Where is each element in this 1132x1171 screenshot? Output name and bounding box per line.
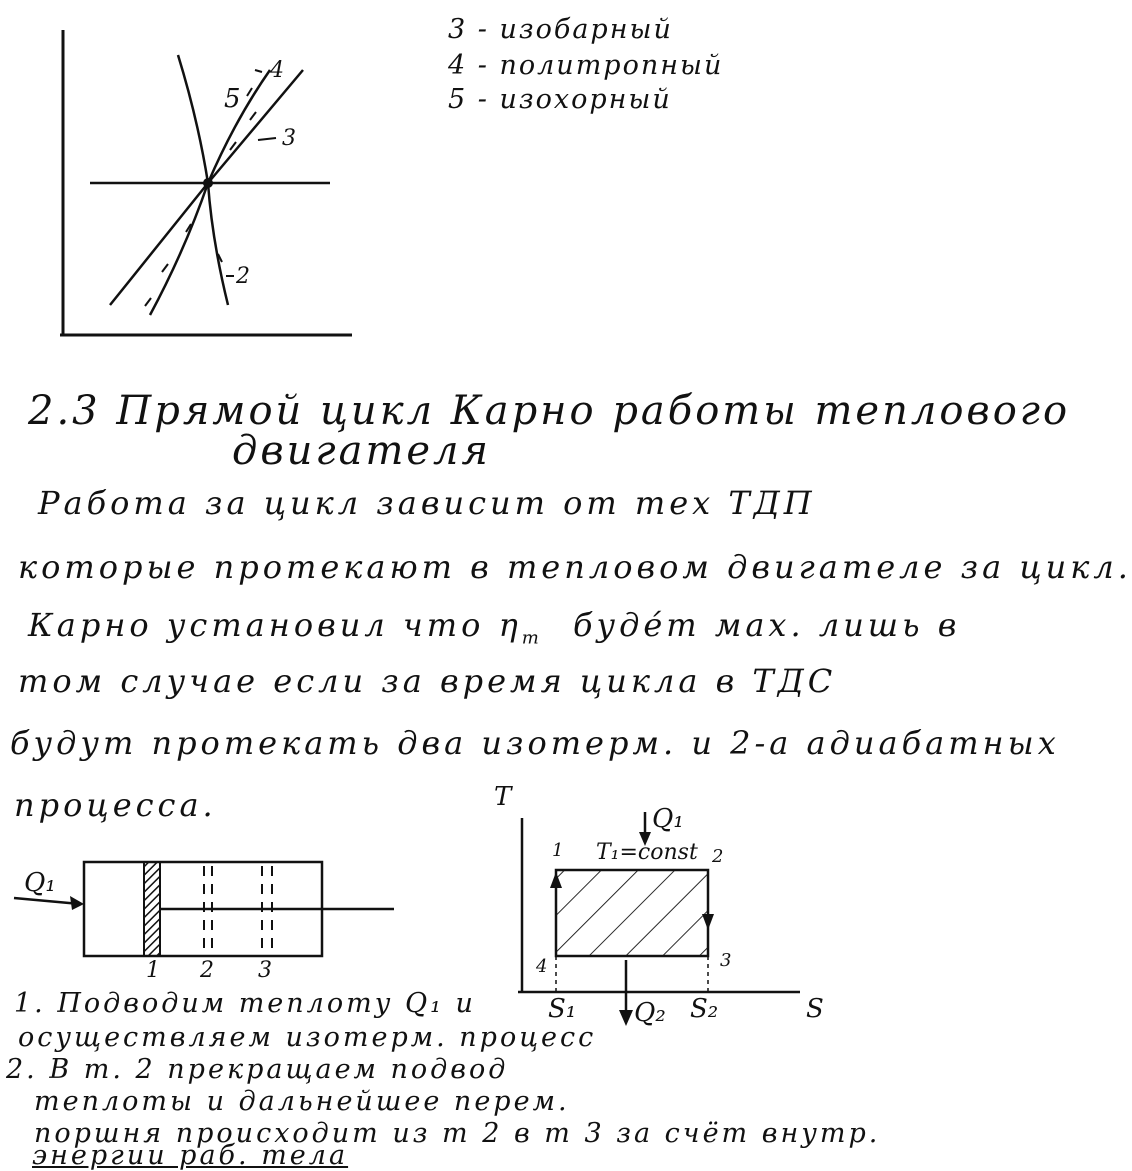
body-line-4: том случае если за время цикла в ТДС [18, 662, 837, 700]
carnot-cycle-rectangle [556, 870, 708, 956]
eta-subscript: т [521, 627, 543, 649]
step-line-1: 1. Подводим теплоту Q₁ и [14, 988, 476, 1019]
t-axis-label: T [494, 782, 512, 812]
step-line-4: теплоты и дальнейшее перем. [34, 1086, 570, 1117]
corner-label-1: 1 [552, 840, 564, 861]
legend-isobaric: 3 - изобарный [448, 14, 673, 45]
legend-polytropic: 4 - политропный [448, 50, 724, 81]
q1-label: Q₁ [652, 804, 684, 834]
curve-label-3: 3 [282, 126, 296, 151]
curve-label-5: 5 [224, 84, 241, 114]
curve-label-2: 2 [236, 264, 250, 289]
s-axis-label: S [806, 994, 824, 1024]
position-label-3: 3 [258, 958, 272, 983]
position-label-2: 2 [200, 958, 214, 983]
q2-label: Q₂ [634, 998, 666, 1028]
s2-label: S₂ [690, 994, 719, 1024]
body-line-3: Карно установил что $\eta_т$ буде́т мах. лишь в [28, 606, 961, 649]
corner-label-2: 2 [712, 846, 724, 867]
step-line-5: поршня происходит из т 2 в т 3 за счёт внутр. [34, 1118, 881, 1149]
s1-label: S₁ [548, 994, 577, 1024]
section-title-continued: двигателя [232, 428, 492, 474]
body-line-6: процесса. [14, 786, 217, 824]
section-title: 2.3 Прямой цикл Карно работы теплового [28, 388, 1071, 434]
step-line-3: 2. В т. 2 прекращаем подвод [6, 1054, 509, 1085]
step-line-6: энергии раб. тела [32, 1140, 349, 1171]
body-line-5: будут протекать два изотерм. и 2-а адиабатных [10, 724, 1060, 762]
corner-label-4: 4 [536, 956, 548, 977]
isotherm-label: T₁=const [596, 840, 698, 865]
legend-isochoric: 5 - изохорный [448, 84, 672, 115]
body-line-1: Работа за цикл зависит от тех ТДП [38, 484, 816, 522]
corner-label-3: 3 [720, 950, 732, 971]
position-label-1: 1 [146, 958, 160, 983]
body-line-2: которые протекают в тепловом двигателе за цикл. [18, 548, 1132, 586]
curve-label-4: 4 [270, 58, 284, 83]
step-line-2: осуществляем изотерм. процесс [18, 1022, 597, 1053]
cylinder-heat-label: Q₁ [24, 868, 56, 898]
